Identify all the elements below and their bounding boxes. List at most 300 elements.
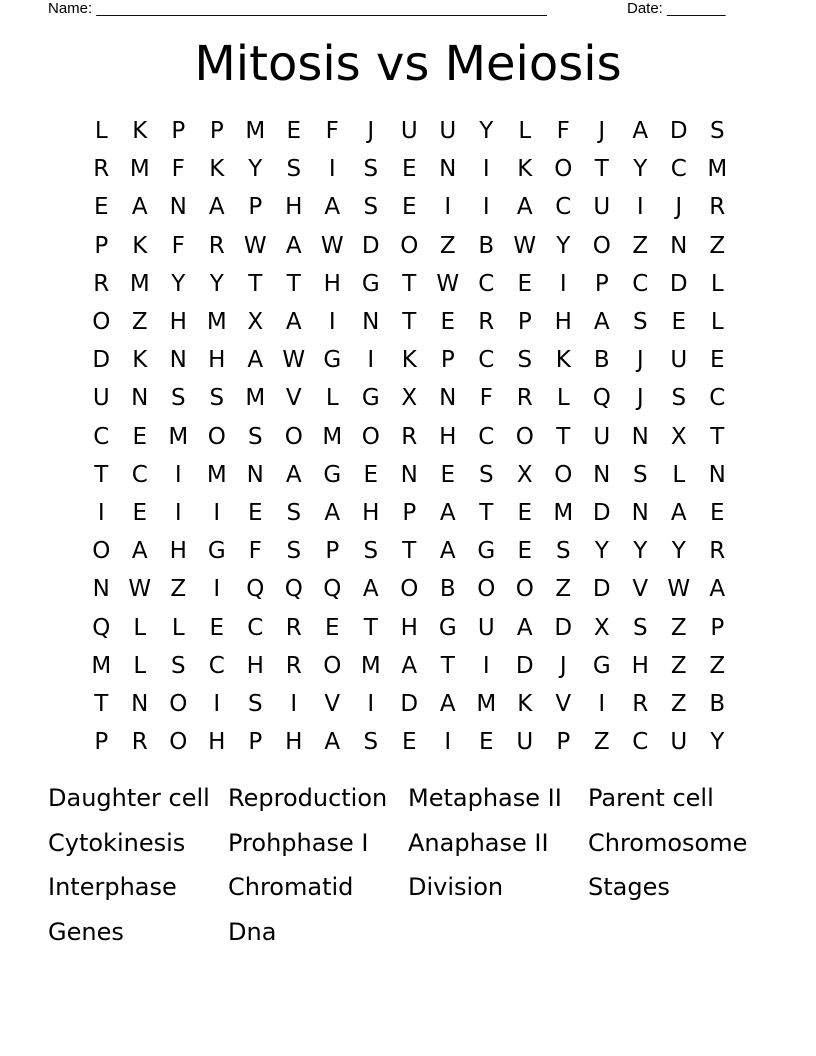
grid-letter: N: [670, 232, 688, 259]
grid-letter: H: [362, 499, 380, 526]
grid-letter: N: [131, 690, 149, 717]
grid-letter: Y: [633, 538, 648, 565]
word-list-item: Prohphase I: [228, 828, 369, 857]
grid-letter: I: [97, 499, 105, 526]
grid-letter: U: [400, 118, 418, 145]
grid-letter: H: [285, 194, 303, 221]
grid-letter: P: [248, 729, 263, 756]
grid-letter: S: [286, 156, 302, 183]
grid-letter: W: [128, 576, 152, 603]
grid-letter: Y: [209, 270, 224, 297]
grid-letter: Z: [709, 232, 726, 259]
grid-letter: S: [709, 118, 725, 145]
grid-letter: P: [94, 232, 109, 259]
word-list-item: Division: [408, 873, 504, 901]
grid-letter: I: [213, 576, 221, 603]
grid-letter: T: [710, 423, 725, 450]
grid-letter: E: [401, 729, 417, 756]
grid-letter: T: [479, 499, 494, 526]
grid-letter: N: [631, 423, 649, 450]
grid-letter: A: [401, 652, 418, 679]
grid-letter: W: [243, 232, 267, 259]
grid-letter: M: [206, 461, 227, 488]
grid-letter: T: [94, 461, 109, 488]
grid-letter: R: [401, 423, 418, 450]
grid-letter: D: [554, 614, 573, 641]
word-list-item: Chromosome: [588, 828, 748, 857]
grid-letter: E: [709, 347, 725, 374]
page-title: Mitosis vs Meiosis: [194, 36, 622, 92]
grid-letter: P: [325, 538, 340, 565]
grid-letter: Z: [670, 614, 687, 641]
grid-letter: S: [363, 156, 379, 183]
grid-letter: N: [169, 194, 187, 221]
grid-letter: O: [169, 729, 188, 756]
grid-letter: Z: [593, 729, 610, 756]
grid-letter: N: [593, 461, 611, 488]
grid-letter: T: [94, 690, 109, 717]
grid-letter: O: [284, 423, 303, 450]
grid-letter: E: [324, 614, 340, 641]
grid-letter: H: [631, 652, 649, 679]
grid-letter: A: [131, 194, 148, 221]
grid-letter: Z: [170, 576, 187, 603]
grid-letter: T: [286, 270, 301, 297]
grid-letter: I: [213, 690, 221, 717]
grid-letter: U: [92, 385, 110, 412]
grid-letter: P: [517, 309, 532, 336]
grid-letter: E: [363, 461, 379, 488]
grid-letter: J: [636, 385, 644, 412]
grid-letter: C: [478, 347, 495, 374]
word-list-item: Dna: [228, 917, 277, 946]
grid-letter: K: [132, 347, 148, 374]
grid-letter: C: [670, 156, 687, 183]
grid-letter: N: [439, 156, 457, 183]
grid-letter: H: [400, 614, 418, 641]
grid-letter: O: [361, 423, 380, 450]
grid-letter: M: [245, 118, 266, 145]
grid-letter: K: [132, 118, 148, 145]
grid-letter: I: [367, 690, 375, 717]
grid-letter: A: [131, 538, 148, 565]
grid-letter: E: [401, 156, 417, 183]
grid-letter: R: [93, 270, 110, 297]
grid-letter: W: [513, 232, 537, 259]
grid-letter: Y: [671, 538, 686, 565]
grid-letter: E: [132, 423, 148, 450]
grid-letter: L: [94, 118, 108, 145]
grid-letter: O: [400, 576, 419, 603]
grid-letter: M: [245, 385, 266, 412]
grid-letter: Q: [246, 576, 265, 603]
grid-letter: E: [440, 309, 456, 336]
grid-letter: L: [556, 385, 570, 412]
grid-letter: O: [515, 576, 534, 603]
grid-letter: C: [478, 423, 495, 450]
grid-letter: U: [670, 729, 688, 756]
grid-letter: H: [554, 309, 572, 336]
grid-letter: E: [247, 499, 263, 526]
grid-letter: F: [479, 385, 493, 412]
grid-letter: L: [133, 652, 147, 679]
grid-letter: R: [208, 232, 225, 259]
grid-letter: G: [323, 347, 342, 374]
grid-letter: W: [320, 232, 344, 259]
grid-letter: V: [632, 576, 649, 603]
grid-letter: A: [285, 232, 302, 259]
word-list-item: Stages: [588, 873, 670, 901]
grid-letter: A: [208, 194, 225, 221]
grid-letter: S: [363, 729, 379, 756]
grid-letter: G: [361, 385, 380, 412]
grid-letter: H: [246, 652, 264, 679]
word-list-item: Metaphase II: [408, 784, 562, 812]
grid-letter: Y: [479, 118, 494, 145]
word-list-item: Chromatid: [228, 873, 354, 901]
grid-letter: A: [439, 690, 456, 717]
grid-letter: U: [593, 194, 611, 221]
grid-letter: A: [324, 499, 341, 526]
grid-letter: D: [515, 652, 534, 679]
grid-letter: R: [709, 194, 726, 221]
grid-letter: F: [248, 538, 262, 565]
grid-letter: Z: [709, 652, 726, 679]
grid-letter: K: [517, 690, 533, 717]
grid-letter: O: [92, 309, 111, 336]
grid-letter: J: [367, 118, 375, 145]
grid-letter: M: [91, 652, 112, 679]
word-list-item: Parent cell: [588, 784, 714, 812]
grid-letter: R: [516, 385, 533, 412]
grid-letter: Y: [594, 538, 609, 565]
grid-letter: P: [171, 118, 186, 145]
grid-letter: B: [709, 690, 726, 717]
grid-letter: T: [248, 270, 263, 297]
grid-letter: L: [518, 118, 532, 145]
grid-letter: E: [93, 194, 109, 221]
grid-letter: X: [247, 309, 264, 336]
grid-letter: H: [169, 309, 187, 336]
grid-letter: A: [632, 118, 649, 145]
grid-letter: Y: [171, 270, 186, 297]
grid-letter: Z: [555, 576, 572, 603]
grid-letter: Q: [92, 614, 111, 641]
grid-letter: O: [554, 156, 573, 183]
grid-letter: E: [517, 270, 533, 297]
grid-letter: P: [710, 614, 725, 641]
grid-letter: E: [286, 118, 302, 145]
grid-letter: Y: [556, 232, 571, 259]
grid-letter: I: [213, 499, 221, 526]
grid-letter: I: [482, 194, 490, 221]
grid-letter: L: [672, 461, 686, 488]
grid-letter: C: [131, 461, 148, 488]
grid-letter: R: [93, 156, 110, 183]
grid-letter: M: [206, 309, 227, 336]
grid-letter: S: [286, 538, 302, 565]
grid-letter: D: [92, 347, 111, 374]
grid-letter: H: [169, 538, 187, 565]
grid-letter: B: [478, 232, 495, 259]
grid-letter: K: [209, 156, 225, 183]
grid-letter: I: [636, 194, 644, 221]
grid-letter: O: [169, 690, 188, 717]
grid-letter: R: [709, 538, 726, 565]
grid-letter: T: [594, 156, 609, 183]
grid-letter: G: [477, 538, 496, 565]
grid-letter: A: [439, 538, 456, 565]
grid-letter: S: [170, 385, 186, 412]
word-list-item: Reproduction: [228, 784, 388, 812]
grid-letter: M: [360, 652, 381, 679]
grid-letter: N: [246, 461, 264, 488]
grid-letter: A: [285, 461, 302, 488]
grid-letter: T: [440, 652, 455, 679]
grid-letter: Q: [284, 576, 303, 603]
grid-letter: C: [247, 614, 264, 641]
word-list-item: Cytokinesis: [48, 828, 186, 857]
grid-letter: E: [671, 309, 687, 336]
grid-letter: G: [323, 461, 342, 488]
grid-letter: E: [209, 614, 225, 641]
grid-letter: E: [132, 499, 148, 526]
grid-letter: E: [478, 729, 494, 756]
grid-letter: X: [670, 423, 687, 450]
grid-letter: U: [670, 347, 688, 374]
grid-letter: I: [559, 270, 567, 297]
grid-letter: S: [170, 652, 186, 679]
grid-letter: X: [593, 614, 610, 641]
grid-letter: I: [328, 156, 336, 183]
grid-letter: A: [324, 194, 341, 221]
grid-letter: R: [478, 309, 495, 336]
grid-letter: G: [592, 652, 611, 679]
grid-letter: O: [323, 652, 342, 679]
grid-letter: A: [324, 729, 341, 756]
grid-letter: A: [247, 347, 264, 374]
grid-letter: L: [133, 614, 147, 641]
grid-letter: P: [248, 194, 263, 221]
grid-letter: A: [439, 499, 456, 526]
grid-letter: X: [516, 461, 533, 488]
grid-letter: D: [400, 690, 419, 717]
grid-letter: K: [555, 347, 571, 374]
grid-letter: T: [363, 614, 378, 641]
grid-letter: Z: [439, 232, 456, 259]
grid-letter: A: [516, 194, 533, 221]
grid-letter: I: [174, 499, 182, 526]
grid-letter: S: [632, 309, 648, 336]
letter-grid: [82, 112, 737, 761]
grid-letter: Y: [248, 156, 263, 183]
grid-letter: F: [556, 118, 570, 145]
grid-letter: R: [285, 614, 302, 641]
grid-letter: N: [131, 385, 149, 412]
grid-letter: M: [322, 423, 343, 450]
grid-letter: P: [594, 270, 609, 297]
grid-letter: K: [132, 232, 148, 259]
grid-letter: I: [367, 347, 375, 374]
word-list-item: Anaphase II: [408, 828, 549, 857]
grid-letter: Y: [710, 729, 725, 756]
grid-letter: S: [478, 461, 494, 488]
grid-letter: T: [402, 309, 417, 336]
grid-letter: C: [478, 270, 495, 297]
grid-letter: T: [402, 538, 417, 565]
grid-letter: J: [559, 652, 567, 679]
grid-letter: I: [174, 461, 182, 488]
grid-letter: S: [363, 538, 379, 565]
grid-letter: F: [171, 232, 185, 259]
grid-letter: N: [439, 385, 457, 412]
grid-letter: F: [171, 156, 185, 183]
grid-letter: U: [593, 423, 611, 450]
word-list-item: Interphase: [48, 873, 177, 901]
grid-letter: N: [631, 499, 649, 526]
grid-letter: Z: [670, 652, 687, 679]
grid-letter: I: [444, 194, 452, 221]
grid-letter: A: [516, 614, 533, 641]
grid-letter: U: [477, 614, 495, 641]
grid-letter: A: [670, 499, 687, 526]
grid-letter: P: [94, 729, 109, 756]
grid-letter: C: [93, 423, 110, 450]
grid-letter: C: [632, 270, 649, 297]
grid-letter: B: [593, 347, 610, 374]
grid-letter: D: [669, 270, 688, 297]
grid-letter: O: [515, 423, 534, 450]
grid-letter: M: [707, 156, 728, 183]
grid-letter: V: [285, 385, 302, 412]
grid-letter: S: [632, 614, 648, 641]
grid-letter: O: [477, 576, 496, 603]
grid-letter: I: [482, 156, 490, 183]
grid-letter: J: [598, 118, 606, 145]
grid-letter: I: [290, 690, 298, 717]
grid-letter: T: [402, 270, 417, 297]
grid-letter: E: [709, 499, 725, 526]
grid-letter: W: [436, 270, 460, 297]
grid-letter: A: [285, 309, 302, 336]
grid-letter: J: [636, 347, 644, 374]
grid-letter: L: [325, 385, 339, 412]
grid-letter: C: [709, 385, 726, 412]
grid-letter: B: [439, 576, 456, 603]
grid-letter: O: [92, 538, 111, 565]
grid-letter: I: [482, 652, 490, 679]
grid-letter: M: [553, 499, 574, 526]
grid-letter: N: [400, 461, 418, 488]
date-field-label: Date: _______: [627, 0, 726, 17]
grid-letter: S: [247, 423, 263, 450]
grid-letter: Q: [592, 385, 611, 412]
grid-letter: Z: [131, 309, 148, 336]
grid-letter: P: [440, 347, 455, 374]
grid-letter: U: [516, 729, 534, 756]
grid-letter: H: [285, 729, 303, 756]
grid-letter: C: [632, 729, 649, 756]
grid-letter: D: [592, 576, 611, 603]
grid-letter: V: [555, 690, 572, 717]
grid-letter: V: [324, 690, 341, 717]
grid-letter: K: [517, 156, 533, 183]
grid-letter: C: [555, 194, 572, 221]
grid-letter: O: [207, 423, 226, 450]
grid-letter: N: [362, 309, 380, 336]
name-field-label: Name: ______________________________________________________: [48, 0, 547, 17]
grid-letter: H: [323, 270, 341, 297]
grid-letter: A: [593, 309, 610, 336]
grid-letter: D: [669, 118, 688, 145]
grid-letter: S: [517, 347, 533, 374]
grid-letter: O: [592, 232, 611, 259]
grid-letter: S: [632, 461, 648, 488]
grid-letter: P: [556, 729, 571, 756]
word-list-item: Daughter cell: [48, 784, 210, 812]
grid-letter: A: [362, 576, 379, 603]
grid-letter: G: [361, 270, 380, 297]
grid-letter: E: [517, 499, 533, 526]
grid-letter: D: [361, 232, 380, 259]
grid-letter: Z: [670, 690, 687, 717]
grid-letter: H: [439, 423, 457, 450]
grid-letter: N: [92, 576, 110, 603]
grid-letter: N: [169, 347, 187, 374]
grid-letter: X: [401, 385, 418, 412]
grid-letter: T: [556, 423, 571, 450]
grid-letter: G: [207, 538, 226, 565]
grid-letter: H: [208, 347, 226, 374]
grid-letter: S: [247, 690, 263, 717]
grid-letter: N: [708, 461, 726, 488]
grid-letter: R: [632, 690, 649, 717]
grid-letter: J: [675, 194, 683, 221]
grid-letter: W: [667, 576, 691, 603]
grid-letter: I: [444, 729, 452, 756]
word-list: [48, 776, 778, 954]
grid-letter: R: [285, 652, 302, 679]
grid-letter: R: [131, 729, 148, 756]
grid-letter: M: [168, 423, 189, 450]
worksheet-header: [0, 0, 816, 20]
grid-letter: I: [598, 690, 606, 717]
grid-letter: I: [328, 309, 336, 336]
grid-letter: E: [517, 538, 533, 565]
grid-letter: P: [209, 118, 224, 145]
grid-letter: H: [208, 729, 226, 756]
grid-letter: K: [401, 347, 417, 374]
grid-letter: E: [440, 461, 456, 488]
grid-letter: E: [401, 194, 417, 221]
grid-letter: Q: [323, 576, 342, 603]
grid-letter: L: [710, 309, 724, 336]
grid-letter: M: [129, 270, 150, 297]
grid-letter: S: [363, 194, 379, 221]
grid-letter: O: [554, 461, 573, 488]
grid-letter: Z: [632, 232, 649, 259]
grid-letter: O: [400, 232, 419, 259]
grid-letter: F: [325, 118, 339, 145]
grid-letter: S: [286, 499, 302, 526]
grid-letter: P: [402, 499, 417, 526]
grid-letter: L: [710, 270, 724, 297]
grid-letter: W: [282, 347, 306, 374]
grid-letter: S: [671, 385, 687, 412]
grid-letter: D: [592, 499, 611, 526]
grid-letter: Y: [633, 156, 648, 183]
grid-letter: S: [209, 385, 225, 412]
